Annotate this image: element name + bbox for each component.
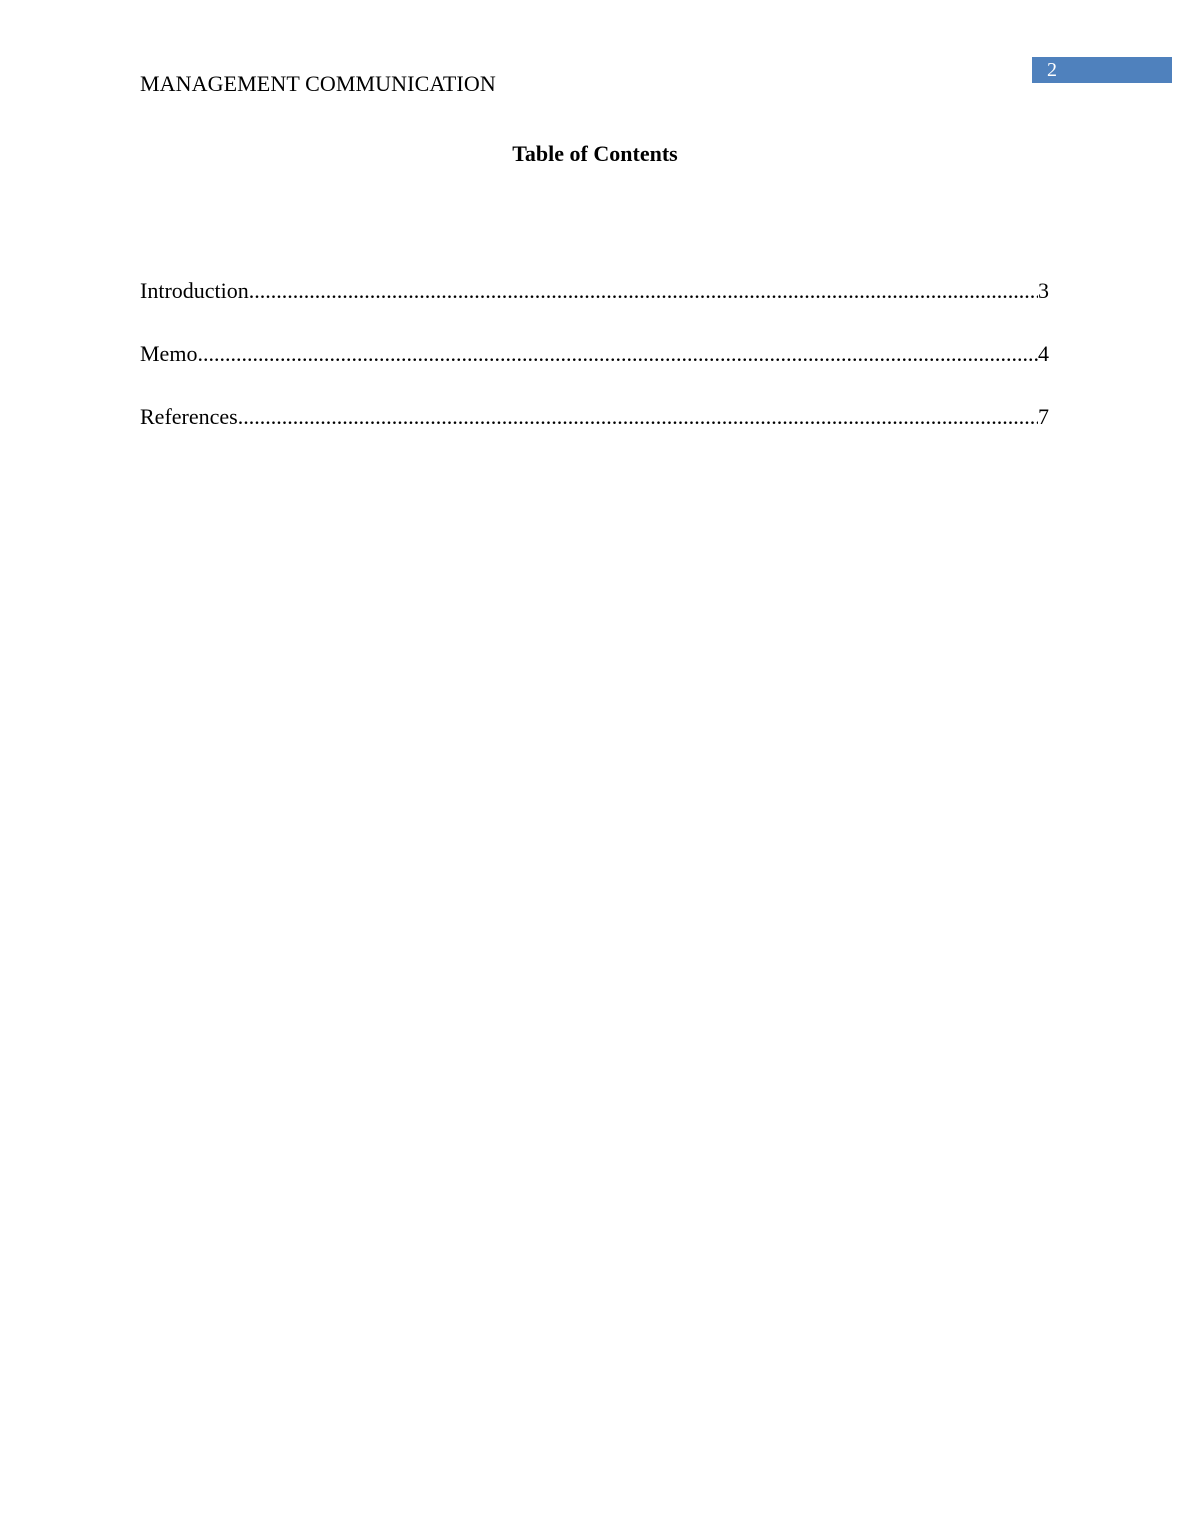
toc-entry-page: 7 [1038, 404, 1049, 429]
page-number: 2 [1047, 59, 1057, 81]
toc-entry-introduction[interactable] [140, 277, 1049, 340]
toc-list [140, 277, 1049, 466]
toc-dot-leader [249, 277, 1038, 305]
toc-entry-references[interactable] [140, 403, 1049, 466]
toc-entry-label: References [140, 404, 238, 429]
page-number-box [1032, 57, 1172, 83]
toc-entry-memo[interactable] [140, 340, 1049, 403]
toc-dot-leader [197, 340, 1038, 368]
toc-dot-leader [238, 403, 1038, 431]
toc-entry-label: Memo [140, 341, 198, 366]
toc-entry-page: 4 [1038, 341, 1049, 366]
toc-title: Table of Contents [512, 141, 678, 166]
running-head: MANAGEMENT COMMUNICATION [140, 71, 496, 96]
toc-entry-label: Introduction [140, 278, 249, 303]
toc-entry-page: 3 [1038, 278, 1049, 303]
